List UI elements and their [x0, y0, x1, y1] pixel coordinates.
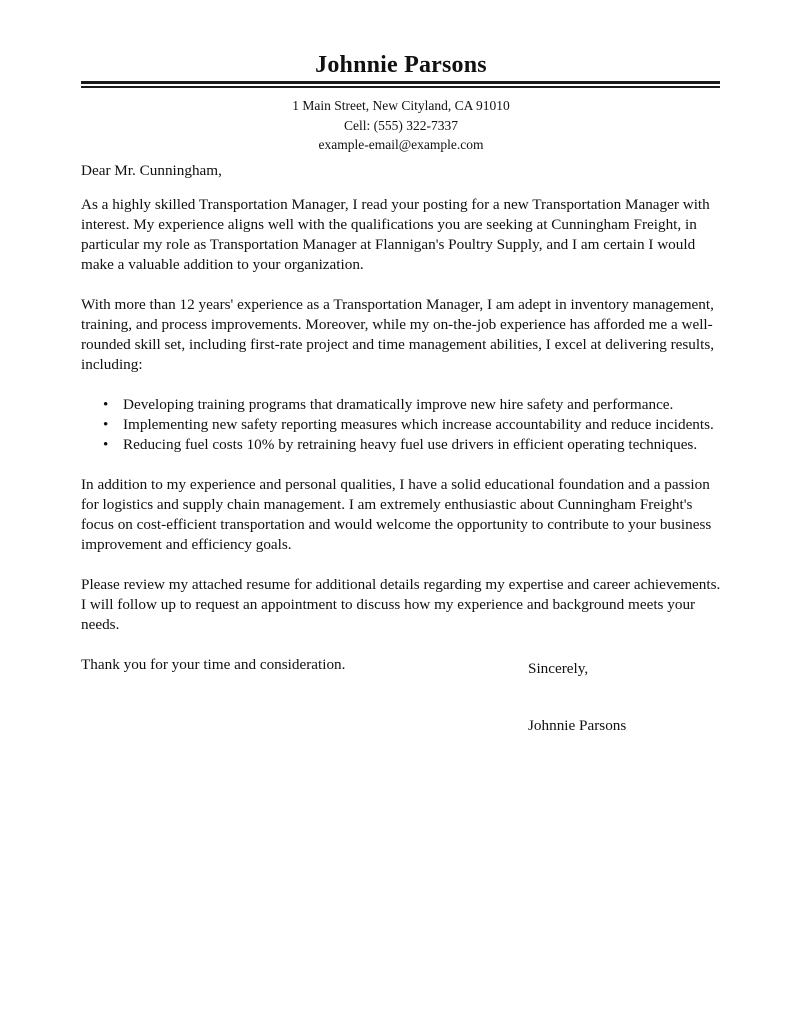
paragraph-intro: As a highly skilled Transportation Manager, I read your posting for a new Transportation Manager with interest. My experience aligns well with the qualifications you are seeking at Cunningham Freight, in particular my role as Transportation Manager at Flannigan's Poultry Supply, and I am certain I would make a valuable addition to your organization.: [81, 196, 710, 273]
paragraph-follow-up: Please review my attached resume for additional details regarding my expertise and career achievements. I will follow up to request an appointment to discuss how my experience and background meets your needs.: [81, 576, 721, 633]
bullet-icon: •: [103, 416, 109, 433]
bullet-icon: •: [103, 436, 109, 453]
applicant-name-heading: Johnnie Parsons: [315, 52, 487, 78]
list-item: [81, 435, 721, 455]
letter-body: [81, 161, 721, 675]
list-item-text: Developing training programs that dramatically improve new hire safety and performance.: [123, 396, 674, 413]
signature-name: Johnnie Parsons: [528, 717, 627, 734]
list-item-text: Reducing fuel costs 10% by retraining heavy fuel use drivers in efficient operating techniques.: [123, 436, 698, 453]
list-item-text: Implementing new safety reporting measures which increase accountability and reduce incidents.: [123, 416, 714, 433]
achievements-list: [81, 395, 721, 455]
closing: Sincerely,: [528, 660, 589, 677]
header-rule-top: [81, 81, 720, 84]
contact-block: [81, 96, 721, 155]
salutation: Dear Mr. Cunningham,: [81, 162, 222, 179]
address-line: 1 Main Street, New Cityland, CA 91010: [292, 98, 510, 113]
phone-line: Cell: (555) 322-7337: [344, 117, 458, 133]
paragraph-thanks: Thank you for your time and consideration.: [81, 656, 346, 673]
bullet-icon: •: [103, 396, 109, 413]
header-rule-bottom: [81, 86, 720, 88]
email-line: example-email@example.com: [318, 137, 484, 152]
list-item: [81, 415, 721, 435]
list-item: [81, 395, 721, 415]
paragraph-experience: With more than 12 years' experience as a Transportation Manager, I am adept in inventory management, training, and process improvements. Moreover, while my on-the-job experience has afforded me a well-rounded skill set, including first-rate project and time management abilities, I excel at delivering results, including:: [81, 296, 715, 373]
paragraph-education: In addition to my experience and personal qualities, I have a solid educational foundation and a passion for logistics and supply chain management. I am extremely enthusiastic about Cunningham Freight's focus on cost-efficient transportation and would welcome the opportunity to contribute to your business improvement and efficiency goals.: [81, 476, 712, 553]
